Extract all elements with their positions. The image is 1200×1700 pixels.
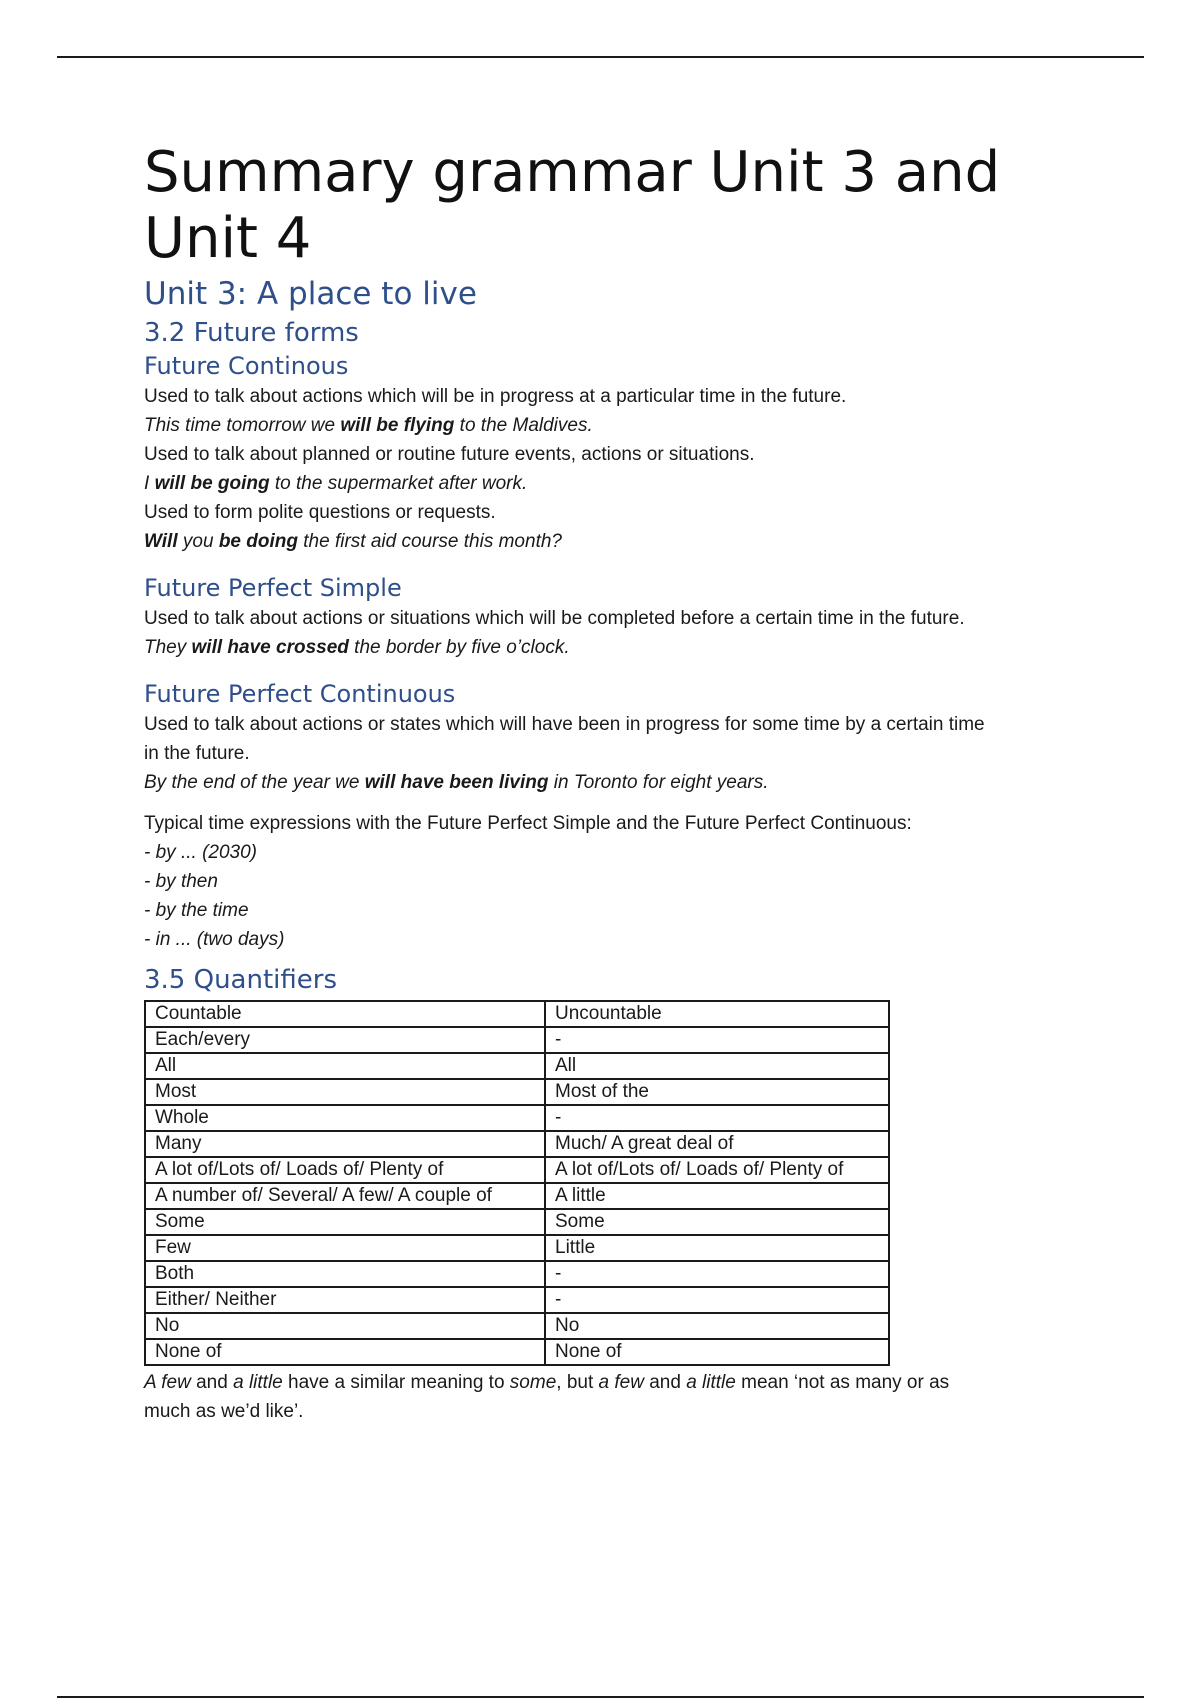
- table-cell: No: [145, 1313, 545, 1339]
- document-title: Summary grammar Unit 3 and Unit 4: [144, 140, 1001, 271]
- header-rule: [57, 56, 1144, 58]
- future-continuous-heading: Future Continous: [144, 352, 349, 380]
- table-row: [145, 1339, 889, 1365]
- table-row: [145, 1209, 889, 1235]
- table-row: [145, 1053, 889, 1079]
- table-cell: Few: [145, 1235, 545, 1261]
- time-expression-item: - by then: [144, 871, 218, 892]
- table-cell: -: [545, 1261, 889, 1287]
- fc-example-2: I will be going to the supermarket after work.: [144, 473, 528, 494]
- table-row: [145, 1313, 889, 1339]
- time-expression-item: - by ... (2030): [144, 842, 257, 863]
- section-3-2-heading: 3.2 Future forms: [144, 318, 359, 348]
- table-cell: A little: [545, 1183, 889, 1209]
- table-cell: Most of the: [545, 1079, 889, 1105]
- table-row: [145, 1183, 889, 1209]
- table-cell: A number of/ Several/ A few/ A couple of: [145, 1183, 545, 1209]
- quantifiers-note: A few and a little have a similar meaning to some, but a few and a little mean ‘not as many or as: [144, 1372, 950, 1393]
- fps-use-1: Used to talk about actions or situations which will be completed before a certain time in the future.: [144, 608, 965, 629]
- time-expressions-intro: Typical time expressions with the Future Perfect Simple and the Future Perfect Continuous:: [144, 813, 912, 834]
- table-row: [145, 1235, 889, 1261]
- table-cell: Each/every: [145, 1027, 545, 1053]
- fc-use-3: Used to form polite questions or requests.: [144, 502, 496, 523]
- unit3-heading: Unit 3: A place to live: [144, 276, 477, 312]
- table-cell: None of: [145, 1339, 545, 1365]
- table-row: [145, 1157, 889, 1183]
- future-perfect-simple-heading: Future Perfect Simple: [144, 574, 402, 602]
- table-cell: -: [545, 1105, 889, 1131]
- table-cell: Many: [145, 1131, 545, 1157]
- table-cell: Little: [545, 1235, 889, 1261]
- table-cell: Either/ Neither: [145, 1287, 545, 1313]
- table-header-cell: Countable: [145, 1001, 545, 1027]
- table-cell: Whole: [145, 1105, 545, 1131]
- fpc-use-1b: in the future.: [144, 743, 250, 764]
- fc-use-2: Used to talk about planned or routine future events, actions or situations.: [144, 444, 755, 465]
- table-cell: Both: [145, 1261, 545, 1287]
- fc-example-1: This time tomorrow we will be flying to the Maldives.: [144, 415, 593, 436]
- table-cell: No: [545, 1313, 889, 1339]
- table-cell: -: [545, 1027, 889, 1053]
- table-row: [145, 1261, 889, 1287]
- footer-rule: [57, 1696, 1144, 1698]
- fpc-use-1a: Used to talk about actions or states which will have been in progress for some time by a certain time: [144, 714, 985, 735]
- section-3-5-heading: 3.5 Quantifiers: [144, 965, 337, 995]
- table-cell: -: [545, 1287, 889, 1313]
- table-cell: Some: [145, 1209, 545, 1235]
- table-cell: Some: [545, 1209, 889, 1235]
- quantifiers-note-continued: much as we’d like’.: [144, 1401, 304, 1422]
- fps-example-1: They will have crossed the border by five o’clock.: [144, 637, 570, 658]
- table-row: [145, 1287, 889, 1313]
- table-row: [145, 1079, 889, 1105]
- table-cell: All: [545, 1053, 889, 1079]
- table-header-cell: Uncountable: [545, 1001, 889, 1027]
- quantifiers-table: [144, 1000, 890, 1366]
- table-cell: A lot of/Lots of/ Loads of/ Plenty of: [545, 1157, 889, 1183]
- table-cell: All: [145, 1053, 545, 1079]
- document-page: [144, 140, 1064, 1426]
- table-cell: Much/ A great deal of: [545, 1131, 889, 1157]
- future-perfect-continuous-heading: Future Perfect Continuous: [144, 680, 456, 708]
- time-expression-item: - by the time: [144, 900, 249, 921]
- fc-example-3: Will you be doing the first aid course this month?: [144, 531, 562, 552]
- table-header-row: [145, 1001, 889, 1027]
- table-row: [145, 1131, 889, 1157]
- table-cell: None of: [545, 1339, 889, 1365]
- table-row: [145, 1105, 889, 1131]
- time-expression-item: - in ... (two days): [144, 929, 285, 950]
- fc-use-1: Used to talk about actions which will be in progress at a particular time in the future.: [144, 386, 847, 407]
- table-cell: A lot of/Lots of/ Loads of/ Plenty of: [145, 1157, 545, 1183]
- table-row: [145, 1027, 889, 1053]
- fpc-example-1: By the end of the year we will have been living in Toronto for eight years.: [144, 772, 769, 793]
- table-cell: Most: [145, 1079, 545, 1105]
